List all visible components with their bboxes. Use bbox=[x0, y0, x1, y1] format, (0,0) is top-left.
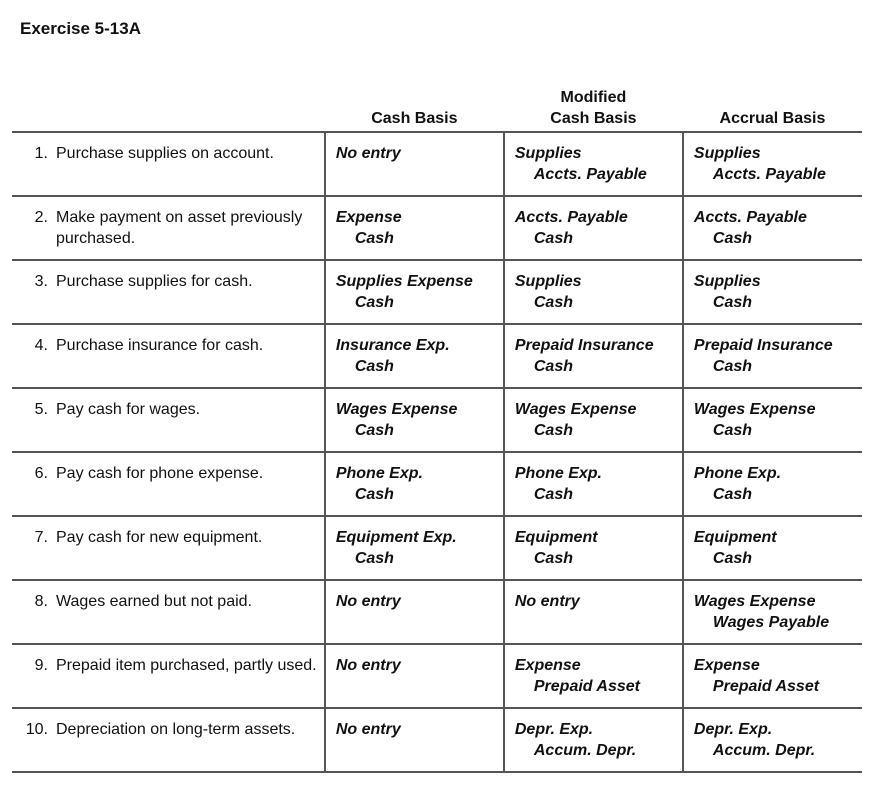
header-row bbox=[12, 86, 862, 132]
credit-account: Cash bbox=[354, 294, 394, 311]
transaction-cell bbox=[12, 516, 325, 580]
debit-account: Expense bbox=[693, 657, 760, 674]
debit-account: Equipment bbox=[693, 529, 777, 546]
table-row bbox=[12, 324, 862, 388]
transaction-description: Purchase supplies for cash. bbox=[56, 273, 253, 290]
debit-account: Wages Expense bbox=[693, 401, 816, 418]
credit-account: Cash bbox=[712, 486, 753, 503]
cash-entry-cell bbox=[325, 580, 504, 644]
debit-account: Depr. Exp. bbox=[514, 721, 594, 738]
credit-account: Cash bbox=[712, 230, 753, 247]
debit-account: Equipment Exp. bbox=[335, 529, 457, 546]
transaction-description: Pay cash for new equipment. bbox=[56, 529, 263, 546]
modified-entry-cell bbox=[504, 452, 683, 516]
debit-account: Phone Exp. bbox=[693, 465, 782, 482]
credit-account: Cash bbox=[533, 550, 573, 567]
accrual-entry-cell bbox=[683, 580, 862, 644]
table-row bbox=[12, 132, 862, 196]
table-row bbox=[12, 260, 862, 324]
transaction-description: Depreciation on long-term assets. bbox=[56, 721, 296, 738]
header-label: Cash Basis bbox=[371, 110, 458, 127]
transaction-cell bbox=[12, 708, 325, 772]
credit-account: Cash bbox=[354, 422, 394, 439]
credit-account: Prepaid Asset bbox=[533, 678, 640, 695]
debit-account: No entry bbox=[335, 721, 401, 738]
credit-account: Cash bbox=[533, 486, 573, 503]
debit-account: Prepaid Insurance bbox=[693, 337, 833, 354]
row-number: 9. bbox=[34, 657, 48, 674]
transaction-description: Prepaid item purchased, partly used. bbox=[56, 657, 317, 674]
header-label: Accrual Basis bbox=[719, 110, 826, 127]
credit-account: Cash bbox=[533, 422, 573, 439]
modified-entry-cell bbox=[504, 388, 683, 452]
table-row bbox=[12, 452, 862, 516]
accrual-entry-cell bbox=[683, 708, 862, 772]
credit-account: Cash bbox=[354, 230, 394, 247]
debit-account: Wages Expense bbox=[335, 401, 458, 418]
debit-account: Expense bbox=[514, 657, 581, 674]
table-row bbox=[12, 644, 862, 708]
credit-account: Prepaid Asset bbox=[712, 678, 820, 695]
accrual-entry-cell bbox=[683, 132, 862, 196]
accrual-entry-cell bbox=[683, 388, 862, 452]
table-row bbox=[12, 196, 862, 260]
row-number: 6. bbox=[34, 465, 48, 482]
row-number: 5. bbox=[34, 401, 48, 418]
credit-account: Accum. Depr. bbox=[533, 742, 637, 759]
accrual-entry-cell bbox=[683, 516, 862, 580]
debit-account: Insurance Exp. bbox=[335, 337, 450, 354]
modified-entry-cell bbox=[504, 196, 683, 260]
debit-account: Wages Expense bbox=[514, 401, 637, 418]
debit-account: Supplies bbox=[514, 145, 582, 162]
accrual-entry-cell bbox=[683, 196, 862, 260]
debit-account: Supplies bbox=[514, 273, 582, 290]
credit-account: Cash bbox=[712, 358, 753, 375]
cash-entry-cell bbox=[325, 132, 504, 196]
transaction-description: Wages earned but not paid. bbox=[56, 593, 252, 610]
transaction-description: Pay cash for wages. bbox=[56, 401, 201, 418]
credit-account: Cash bbox=[354, 486, 394, 503]
cash-entry-cell bbox=[325, 516, 504, 580]
debit-account: Accts. Payable bbox=[514, 209, 628, 226]
header-cash-basis bbox=[325, 86, 504, 132]
cash-entry-cell bbox=[325, 644, 504, 708]
credit-account: Cash bbox=[354, 550, 394, 567]
transaction-description: Purchase supplies on account. bbox=[56, 145, 274, 162]
table-row bbox=[12, 708, 862, 772]
modified-entry-cell bbox=[504, 132, 683, 196]
header-label: Cash Basis bbox=[550, 110, 637, 127]
journal-entries-table bbox=[12, 86, 862, 773]
accrual-entry-cell bbox=[683, 324, 862, 388]
credit-account: Accum. Depr. bbox=[712, 742, 816, 759]
debit-account: Prepaid Insurance bbox=[514, 337, 654, 354]
transaction-cell bbox=[12, 132, 325, 196]
row-number: 1. bbox=[34, 145, 48, 162]
debit-account: No entry bbox=[335, 657, 401, 674]
modified-entry-cell bbox=[504, 260, 683, 324]
credit-account: Accts. Payable bbox=[712, 166, 826, 183]
debit-account: Supplies bbox=[693, 145, 761, 162]
transaction-cell bbox=[12, 324, 325, 388]
cash-entry-cell bbox=[325, 388, 504, 452]
debit-account: No entry bbox=[335, 145, 401, 162]
cash-entry-cell bbox=[325, 260, 504, 324]
row-number: 4. bbox=[34, 337, 48, 354]
debit-account: No entry bbox=[335, 593, 401, 610]
transaction-description: Pay cash for phone expense. bbox=[56, 465, 264, 482]
credit-account: Wages Payable bbox=[712, 614, 830, 631]
accrual-entry-cell bbox=[683, 644, 862, 708]
table-row bbox=[12, 580, 862, 644]
debit-account: Supplies Expense bbox=[335, 273, 473, 290]
row-number: 10. bbox=[25, 721, 48, 738]
debit-account: Depr. Exp. bbox=[693, 721, 773, 738]
credit-account: Cash bbox=[712, 294, 753, 311]
transaction-cell bbox=[12, 452, 325, 516]
debit-account: Accts. Payable bbox=[693, 209, 807, 226]
credit-account: Cash bbox=[533, 230, 573, 247]
table-row bbox=[12, 388, 862, 452]
debit-account: No entry bbox=[514, 593, 580, 610]
modified-entry-cell bbox=[504, 516, 683, 580]
row-number: 8. bbox=[34, 593, 48, 610]
row-number: 2. bbox=[34, 209, 48, 226]
debit-account: Expense bbox=[335, 209, 402, 226]
exercise-title: Exercise 5-13A bbox=[20, 19, 141, 38]
debit-account: Phone Exp. bbox=[514, 465, 602, 482]
cash-entry-cell bbox=[325, 196, 504, 260]
transaction-description: Purchase insurance for cash. bbox=[56, 337, 264, 354]
debit-account: Equipment bbox=[514, 529, 598, 546]
credit-account: Cash bbox=[533, 294, 573, 311]
row-number: 3. bbox=[34, 273, 48, 290]
accrual-entry-cell bbox=[683, 260, 862, 324]
transaction-cell bbox=[12, 260, 325, 324]
modified-entry-cell bbox=[504, 580, 683, 644]
credit-account: Cash bbox=[712, 422, 753, 439]
transaction-cell bbox=[12, 388, 325, 452]
row-number: 7. bbox=[34, 529, 48, 546]
transaction-cell bbox=[12, 196, 325, 260]
cash-entry-cell bbox=[325, 708, 504, 772]
transaction-cell bbox=[12, 644, 325, 708]
header-label-line1: Modified bbox=[560, 89, 627, 106]
modified-entry-cell bbox=[504, 324, 683, 388]
credit-account: Cash bbox=[354, 358, 394, 375]
header-accrual-basis bbox=[683, 86, 862, 132]
cash-entry-cell bbox=[325, 324, 504, 388]
debit-account: Wages Expense bbox=[693, 593, 816, 610]
credit-account: Cash bbox=[533, 358, 573, 375]
table-row bbox=[12, 516, 862, 580]
credit-account: Cash bbox=[712, 550, 753, 567]
cash-entry-cell bbox=[325, 452, 504, 516]
debit-account: Phone Exp. bbox=[335, 465, 423, 482]
accrual-entry-cell bbox=[683, 452, 862, 516]
header-modified-cash-basis bbox=[504, 86, 683, 132]
debit-account: Supplies bbox=[693, 273, 761, 290]
header-description bbox=[12, 86, 325, 132]
transaction-cell bbox=[12, 580, 325, 644]
modified-entry-cell bbox=[504, 644, 683, 708]
transaction-description: Make payment on asset previously purchased. bbox=[56, 209, 303, 247]
credit-account: Accts. Payable bbox=[533, 166, 647, 183]
modified-entry-cell bbox=[504, 708, 683, 772]
